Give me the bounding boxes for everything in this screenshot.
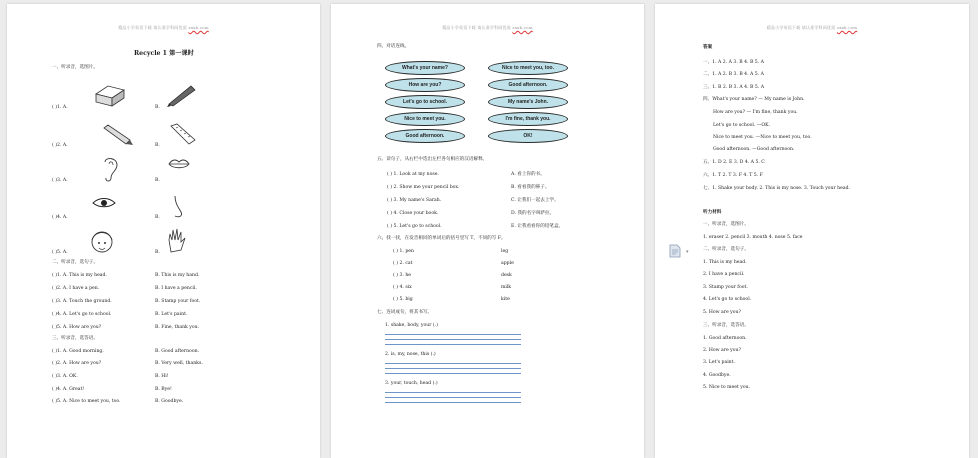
hand-icon [165, 226, 189, 254]
listening-line-13: 4. Goodbye. [703, 373, 731, 378]
q6-row-4-b: milk [501, 285, 512, 290]
q6-row-5-b: kite [501, 297, 510, 302]
section-1-heading: 一、听录音，选图片。 [52, 65, 98, 70]
writing-line[interactable] [385, 402, 521, 403]
bubble-left-4: Nice to meet you. [385, 112, 465, 126]
q6-row-5: ( ) 5. big [393, 297, 413, 302]
writing-line[interactable] [385, 339, 521, 340]
listening-line-14: 5. Nice to meet you. [703, 385, 751, 390]
listening-line-7: 4. Let's go to school. [703, 297, 752, 302]
q5-row-1: ( ) 1. Look at my nose. [387, 172, 439, 177]
pic-option-b-4: B. [155, 215, 160, 220]
q2-row-1: ( )1. A. This is my head. [52, 273, 107, 278]
listening-line-4: 1. This is my head. [703, 260, 747, 265]
q5-row-3: ( ) 3. My name's Sarah. [387, 198, 442, 203]
pic-question-3: ( )3. A. [52, 178, 68, 183]
listening-line-2: 1. eraser 2. pencil 3. mouth 4. nose 5. face [703, 235, 803, 240]
pic-option-b-1: B. [155, 105, 160, 110]
answer-line-5: How are you? — I'm fine, thank you. [713, 110, 798, 115]
section-3-heading: 三、听录音，选答语。 [52, 336, 98, 341]
q2-row-3-b: B. Stamp your foot. [155, 299, 201, 304]
bubble-left-5: Good afternoon. [385, 129, 465, 143]
answer-line-6: Let's go to school. —OK. [713, 123, 770, 128]
q5-row-2-b: B. 看看我的鼻子。 [511, 185, 550, 190]
q7-item-1: 1. shake, body, your (.) [385, 323, 438, 328]
listening-line-10: 1. Good afternoon. [703, 336, 747, 341]
q2-row-1-b: B. This is my hand. [155, 273, 200, 278]
q6-row-1-b: leg [501, 249, 509, 254]
listening-line-8: 5. How are you? [703, 310, 741, 315]
page-3 [655, 4, 969, 458]
answer-line-3: 三、1. B 2. B 3. A 4. B 5. A [703, 85, 765, 90]
q5-row-5-b: E. 让我看看你的铅笔盒。 [511, 224, 564, 229]
q6-row-4: ( ) 4. six [393, 285, 412, 290]
bubble-right-2: Good afternoon. [488, 78, 568, 92]
q6-row-3: ( ) 3. he [393, 273, 412, 278]
q5-row-4-b: D. 我的名字叫萨拉。 [511, 211, 555, 216]
section-2-heading: 二、听录音，选句子。 [52, 260, 98, 265]
writing-line[interactable] [385, 392, 521, 393]
page-header [655, 25, 969, 31]
worksheet-title: Recycle 1 第一课时 [134, 50, 194, 57]
pic-question-4: ( )4. A. [52, 215, 68, 220]
q7-item-3: 3. your, touch, head (.) [385, 381, 438, 386]
pic-question-2: ( )2. A. [52, 143, 68, 148]
page-2 [331, 4, 644, 458]
answer-line-2: 二、1. A 2. B 3. B 4. A 5. A [703, 72, 764, 77]
bubble-left-2: How are you? [385, 78, 465, 92]
writing-line[interactable] [385, 363, 521, 364]
mouth-icon [167, 156, 191, 172]
q3-row-4-b: B. Bye! [155, 387, 172, 392]
listening-line-12: 3. Let's paint. [703, 360, 735, 365]
pic-question-1: ( )1. A. [52, 105, 68, 110]
writing-line[interactable] [385, 397, 521, 398]
listening-line-11: 2. How are you? [703, 348, 741, 353]
q5-row-2: ( ) 2. Show me your pencil box. [387, 185, 460, 190]
bubble-left-1: What's your name? [385, 61, 465, 75]
section-7-heading: 七、连词成句，将其书写。 [377, 310, 433, 315]
answer-line-4: 四、What's your name? — My name is John. [703, 97, 805, 102]
q3-row-5: ( )5. A. Nice to meet you, too. [52, 399, 121, 404]
q2-row-3: ( )3. A. Touch the ground. [52, 299, 112, 304]
eye-icon [91, 196, 117, 210]
q6-row-2-b: apple [501, 261, 514, 266]
q2-row-5: ( )5. A. How are you? [52, 325, 102, 330]
q2-row-4-b: B. Let's paint. [155, 312, 188, 317]
bubble-right-4: I'm fine, thank you. [488, 112, 568, 126]
pic-question-5: ( )5. A. [52, 250, 68, 255]
writing-line[interactable] [385, 373, 521, 374]
ear-icon [99, 156, 121, 184]
q6-row-2: ( ) 2. cat [393, 261, 413, 266]
answers-title: 答案 [703, 45, 713, 50]
answer-line-8: Good afternoon. —Good afternoon. [713, 147, 795, 152]
q5-row-5: ( ) 5. Let's go to school. [387, 224, 442, 229]
listening-line-6: 3. Stamp your foot. [703, 285, 748, 290]
q2-row-2-b: B. I have a pencil. [155, 286, 197, 291]
face-icon [89, 228, 115, 256]
writing-line[interactable] [385, 344, 521, 345]
section-4-heading: 四、对话连线。 [377, 44, 410, 49]
page-1 [7, 4, 320, 458]
q3-row-3: ( )3. A. OK. [52, 374, 78, 379]
nose-icon [167, 194, 187, 222]
header-link[interactable]: zxxk.com [836, 25, 858, 30]
q6-row-3-b: desk [501, 273, 512, 278]
section-6-heading: 六、找一找，在发音相同的单词后的括号里写 T，不同的写 F。 [377, 236, 506, 241]
listening-line-9: 三、听录音，选答语。 [703, 323, 749, 328]
header-link[interactable]: zxxk.com [512, 25, 533, 30]
ruler-icon [167, 122, 197, 146]
q3-row-3-b: B. Hi! [155, 374, 169, 379]
q3-row-1: ( )1. A. Good morning. [52, 349, 104, 354]
bubble-left-3: Let's go to school. [385, 95, 465, 109]
q3-row-5-b: B. Goodbye. [155, 399, 184, 404]
q3-row-4: ( )4. A. Great! [52, 387, 85, 392]
q6-row-1: ( ) 1. pen [393, 249, 414, 254]
writing-line[interactable] [385, 368, 521, 369]
listening-line-5: 2. I have a pencil. [703, 272, 745, 277]
listening-line-3: 二、听录音，选句子。 [703, 247, 749, 252]
q3-row-2-b: B. Very well, thanks. [155, 361, 203, 366]
header-link[interactable]: zxxk.com [188, 25, 209, 30]
pic-option-b-2: B. [155, 143, 160, 148]
pic-option-b-5: B. [155, 250, 160, 255]
answer-line-9: 五、1. D 2. E 3. D 4. A 5. C [703, 160, 765, 165]
q7-item-2: 2. is, my, nose, this (.) [385, 352, 436, 357]
page-header [7, 25, 320, 31]
q5-row-3-b: C. 让我们一起去上学。 [511, 198, 559, 203]
answer-line-1: 一、1. A 2. A 3. B 4. B 5. A [703, 60, 764, 65]
section-5-heading: 五、读句子，从右栏中选出左栏各句相应的汉语解释。 [377, 157, 488, 162]
q3-row-1-b: B. Good afternoon. [155, 349, 200, 354]
document-icon[interactable] [669, 244, 681, 258]
pencil-icon [100, 122, 134, 146]
header-text: 精品小学英语下载 请认准学科网优质 [442, 25, 513, 30]
pic-option-b-3: B. [155, 178, 160, 183]
answer-line-11: 七、1. Shake your body. 2. This is my nose. 3. Touch your head. [703, 186, 850, 191]
writing-line[interactable] [385, 334, 521, 335]
q2-row-4: ( )4. A. Let's go to school. [52, 312, 112, 317]
q2-row-5-b: B. Fine, thank you. [155, 325, 200, 330]
q2-row-2: ( )2. A. I have a pen. [52, 286, 100, 291]
eraser-icon [90, 82, 128, 108]
pen-icon [165, 82, 199, 108]
bubble-right-1: Nice to meet you, too. [488, 61, 568, 75]
listening-line-1: 一、听录音，选图片。 [703, 222, 749, 227]
page-header [331, 25, 644, 31]
answer-line-7: Nice to meet you. —Nice to meet you, too. [713, 135, 812, 140]
q5-row-4: ( ) 4. Close your book. [387, 211, 439, 216]
header-text: 精品小学英语下载 请认准学科网优质 [766, 25, 837, 30]
bubble-right-3: My name's John. [488, 95, 568, 109]
bubble-right-5: OK! [488, 129, 568, 143]
listening-title: 听力材料 [703, 210, 722, 215]
header-text: 精品小学英语下载 请认准学科网优质 [118, 25, 189, 30]
chevron-down-icon[interactable]: ▾ [686, 249, 689, 255]
q3-row-2: ( )2. A. How are you? [52, 361, 102, 366]
answer-line-10: 六、1. T 2. T 3. F 4. T 5. F [703, 173, 763, 178]
q5-row-1-b: A. 看上你的书。 [511, 172, 545, 177]
